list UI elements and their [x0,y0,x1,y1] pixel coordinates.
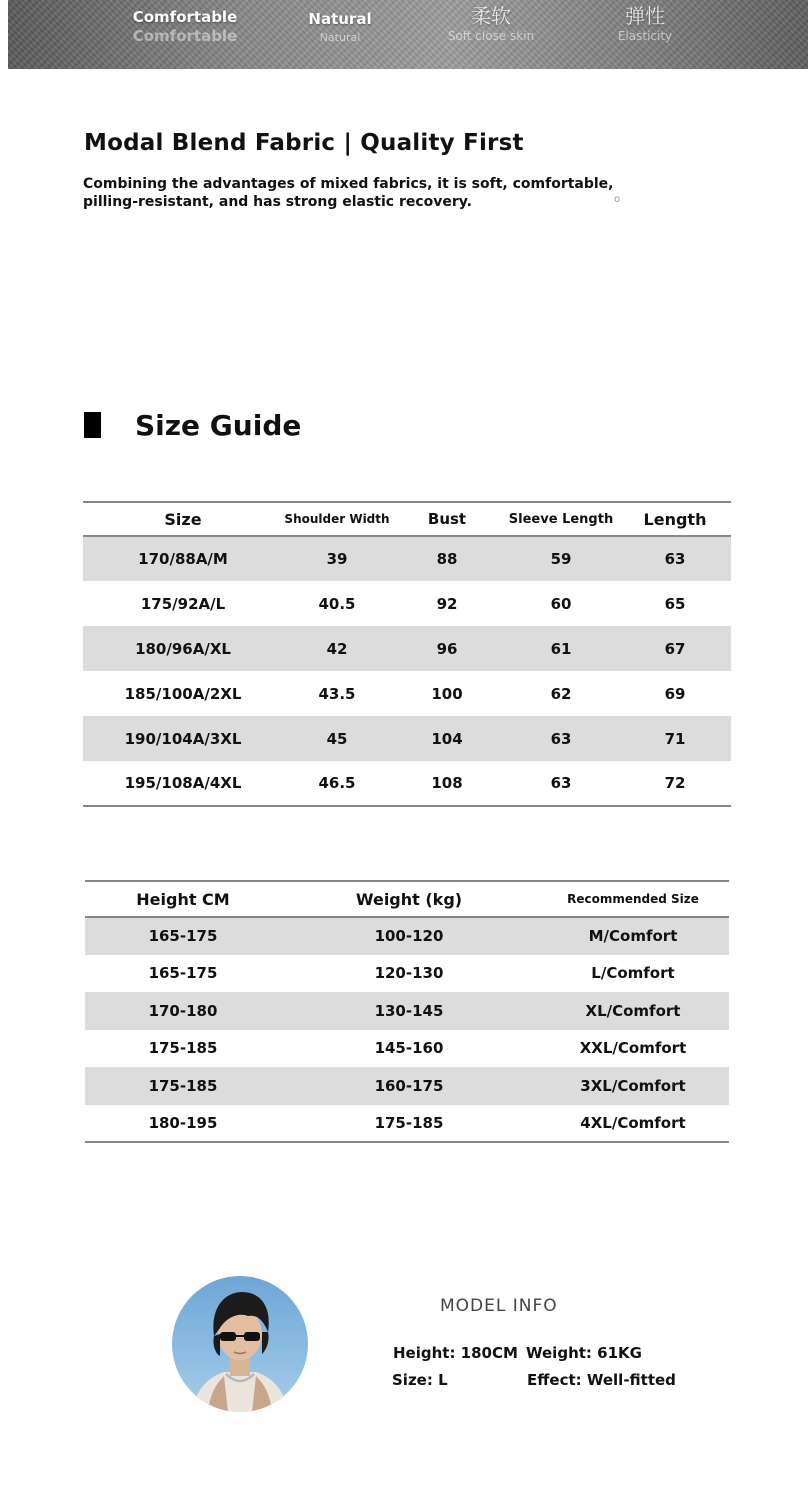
table-cell: 3XL/Comfort [580,1076,686,1095]
table-cell: 61 [550,639,572,658]
size-guide-heading [84,408,301,442]
table-cell: 175-185 [374,1113,444,1132]
table-cell: 40.5 [318,594,356,613]
table-cell: 46.5 [318,774,356,792]
table-cell: 165-175 [148,927,218,946]
table-cell: 92 [436,594,458,613]
model-effect: Effect: Well-fitted [527,1371,676,1389]
table-row [85,1105,729,1143]
recommendation-table [85,880,729,1143]
feature-subtitle: Soft close skin [447,29,535,43]
table-cell: 165-175 [148,964,218,983]
heading-bar-icon [84,412,101,438]
table-row [85,917,729,955]
table-cell: 63 [550,774,572,792]
table-cell: 170/88A/M [138,550,228,568]
table-cell: 130-145 [374,1001,444,1020]
table-cell: 100-120 [374,927,444,946]
model-info-title: MODEL INFO [440,1296,558,1316]
table-cell: 62 [550,684,572,703]
column-header: Bust [427,510,467,528]
table-cell: 180-195 [148,1113,218,1132]
table-cell: 180/96A/XL [135,639,231,658]
table-cell: L/Comfort [591,964,675,983]
table-row [83,671,731,716]
feature-natural [290,8,390,46]
fabric-description: Combining the advantages of mixed fabrics, it is soft, comfortable, pilling-resistant, and has strong elastic recovery. [83,176,614,210]
table-cell: 63 [550,729,572,748]
feature-title: Comfortable [132,8,238,26]
table-cell: 145-160 [374,1039,444,1058]
column-header: Size [164,509,202,529]
table-cell: 100 [431,684,463,703]
table-cell: M/Comfort [588,927,678,946]
fabric-texture-banner [8,0,808,69]
table-cell: 65 [664,594,686,613]
feature-soft [436,4,546,44]
table-cell: 69 [664,684,686,703]
table-row [85,992,729,1030]
table-cell: 175-185 [148,1076,218,1095]
column-header: Recommended Size [567,892,699,906]
feature-comfortable [120,6,250,44]
feature-subtitle: Natural [319,31,361,44]
table-row [83,761,731,806]
feature-subtitle: Elasticity [617,29,673,43]
column-header: Sleeve Length [508,511,614,527]
table-cell: 71 [664,729,686,748]
table-cell: 175-185 [148,1039,218,1058]
table-cell: 175/92A/L [140,594,226,613]
table-cell: 39 [326,550,348,568]
table-cell: 88 [436,550,458,568]
feature-elasticity [600,4,690,44]
model-height: Height: 180CM [393,1344,518,1362]
table-cell: 45 [326,729,348,748]
table-cell: 59 [550,550,572,568]
fabric-title: Modal Blend Fabric | Quality First [84,130,524,156]
table-cell: XL/Comfort [585,1001,681,1020]
table-cell: 67 [664,639,686,658]
table-cell: 185/100A/2XL [124,684,242,703]
fabric-mark: o [614,194,621,205]
table-cell: 190/104A/3XL [124,729,242,748]
table-cell: 63 [664,550,686,568]
table-cell: 60 [550,594,572,613]
table-cell: 108 [431,774,463,792]
table-cell: 72 [664,774,686,792]
table-row [85,955,729,993]
table-cell: 43.5 [318,684,356,703]
model-weight: Weight: 61KG [526,1344,642,1362]
table-cell: XXL/Comfort [579,1039,687,1058]
table-cell: 4XL/Comfort [580,1113,686,1132]
table-header-row [85,881,729,917]
table-cell: 120-130 [374,964,444,983]
table-cell: 42 [326,639,348,658]
feature-title: 柔软 [471,4,511,28]
feature-title: 弹性 [625,4,665,28]
table-row [83,626,731,671]
table-row [83,536,731,581]
column-header: Length [643,509,707,529]
table-cell: 160-175 [374,1076,444,1095]
feature-subtitle: Comfortable [132,27,238,45]
table-row [83,716,731,761]
model-avatar [172,1276,308,1412]
column-header: Weight (kg) [355,889,463,909]
table-cell: 96 [436,639,458,658]
column-header: Shoulder Width [284,512,390,526]
table-cell: 104 [431,729,463,748]
size-table [83,501,731,807]
table-header-row [83,502,731,536]
feature-title: Natural [308,10,372,28]
model-portrait-icon [172,1276,308,1412]
table-row [85,1067,729,1105]
column-header: Height CM [136,889,230,909]
table-row [83,581,731,626]
size-guide-title: Size Guide [135,408,302,442]
table-cell: 195/108A/4XL [124,774,242,792]
table-cell: 170-180 [148,1001,218,1020]
model-size: Size: L [392,1371,448,1389]
table-row [85,1030,729,1068]
